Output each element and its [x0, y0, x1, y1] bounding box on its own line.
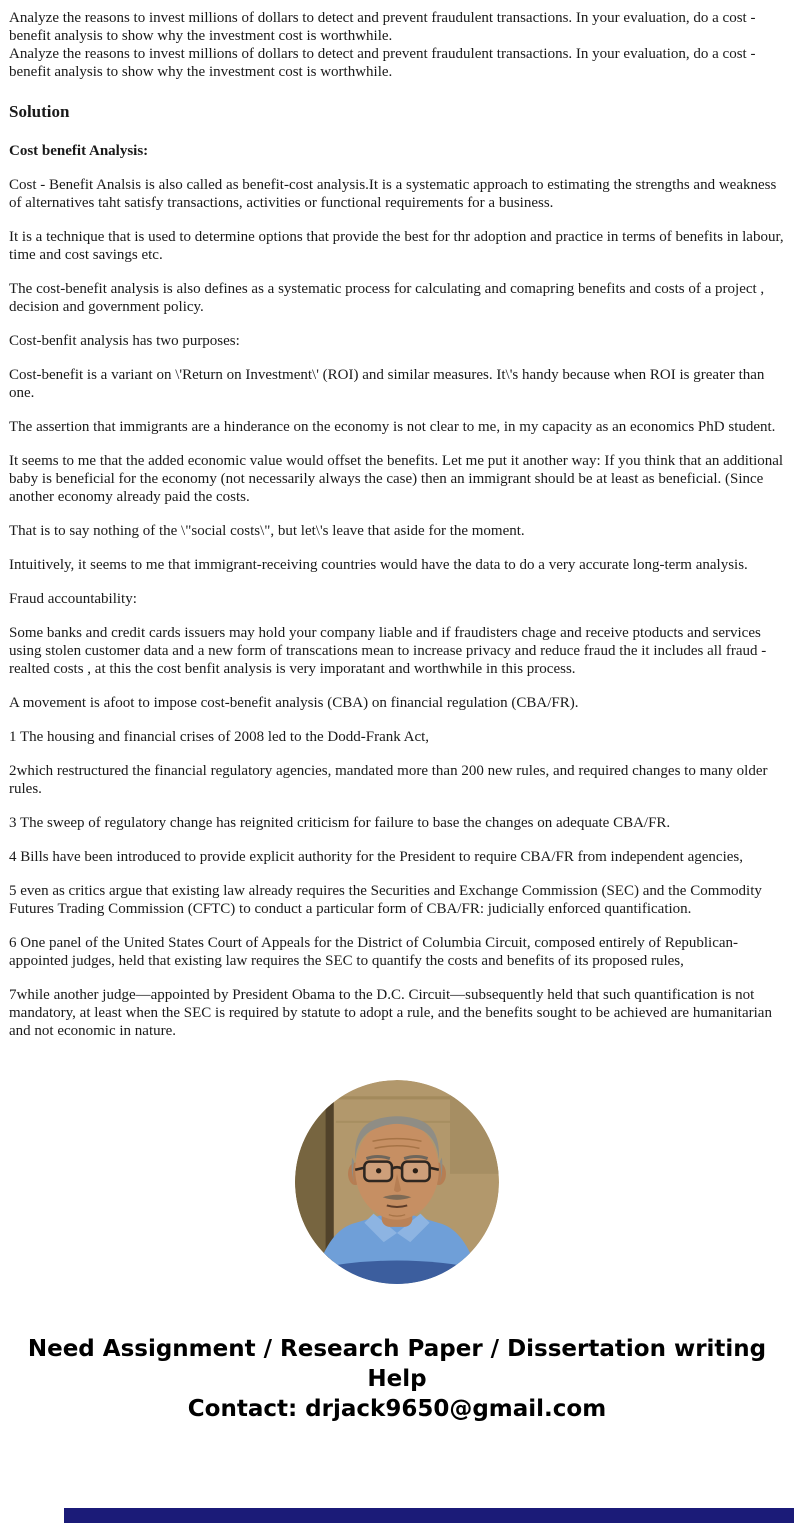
- paragraph: Cost - Benefit Analsis is also called as benefit-cost analysis.It is a systematic approach to estimating the strengths and weakness of alternatives taht satisfy transactions, activities or functional requirements for a business.: [9, 177, 777, 211]
- paragraph: Cost-benfit analysis has two purposes:: [9, 333, 240, 349]
- help-offer-text: Need Assignment / Research Paper / Dissertation writing Help: [27, 1336, 767, 1392]
- paragraph: 3 The sweep of regulatory change has reignited criticism for failure to base the changes on adequate CBA/FR.: [9, 815, 671, 831]
- paragraph: 5 even as critics argue that existing law already requires the Securities and Exchange Commission (SEC) and the Commodity Futures Trading Commission (CFTC) to conduct a particular form of CBA/FR: judicially enforced quantification.: [9, 883, 762, 917]
- paragraph: Intuitively, it seems to me that immigrant-receiving countries would have the data to do a very accurate long-term analysis.: [9, 557, 748, 573]
- paragraph: Fraud accountability:: [9, 591, 137, 607]
- paragraph: That is to say nothing of the \"social costs\", but let\'s leave that aside for the moment.: [9, 523, 525, 539]
- question-block: [9, 9, 785, 81]
- contact-email-text: Contact: drjack9650@gmail.com: [187, 1396, 607, 1422]
- paragraph: 4 Bills have been introduced to provide explicit authority for the President to require CBA/FR from independent agencies,: [9, 849, 743, 865]
- tutor-photo: [295, 1080, 499, 1284]
- paragraph: It seems to me that the added economic value would offset the benefits. Let me put it another way: If you think that an additional baby is beneficial for the economy (not necessarily always the case) then an immigrant should be at least as beneficial. (Since another economy already paid the costs.: [9, 453, 784, 505]
- paragraph: The cost-benefit analysis is also defines as a systematic process for calculating and comapring benefits and costs of a project , decision and government policy.: [9, 281, 765, 315]
- bottom-bar: [64, 1508, 794, 1523]
- paragraph: The assertion that immigrants are a hinderance on the economy is not clear to me, in my capacity as an economics PhD student.: [9, 419, 776, 435]
- question-text-1: Analyze the reasons to invest millions of dollars to detect and prevent fraudulent transactions. In your evaluation, do a cost -benefit analysis to show why the investment cost is worthwhile.: [9, 10, 756, 44]
- question-text-2: Analyze the reasons to invest millions of dollars to detect and prevent fraudulent transactions. In your evaluation, do a cost -benefit analysis to show why the investment cost is worthwhile.: [9, 46, 756, 80]
- contact-block: [9, 1334, 785, 1424]
- paragraph: Cost-benefit is a variant on \'Return on Investment\' (ROI) and similar measures. It\'s handy because when ROI is greater than one.: [9, 367, 765, 401]
- paragraph: 6 One panel of the United States Court of Appeals for the District of Columbia Circuit, composed entirely of Republican-appointed judges, held that existing law requires the SEC to quantify the costs and benefits of its proposed rules,: [9, 935, 739, 969]
- tutor-portrait-illustration: [295, 1080, 499, 1284]
- solution-heading: Solution: [9, 102, 70, 121]
- photo-container: [9, 1080, 785, 1284]
- paragraph: It is a technique that is used to determine options that provide the best for thr adoption and practice in terms of benefits in labour, time and cost savings etc.: [9, 229, 784, 263]
- paragraph: A movement is afoot to impose cost-benefit analysis (CBA) on financial regulation (CBA/FR).: [9, 695, 579, 711]
- paragraph: Some banks and credit cards issuers may hold your company liable and if fraudisters chage and receive ptoducts and services using stolen customer data and a new form of transcations mean to increase privacy and reduce fraud the it includes all fraud -realted costs , at this the cost benfit analysis is very imporatant and worthwhile in this process.: [9, 625, 767, 677]
- analysis-subheading: Cost benefit Analysis:: [9, 143, 149, 159]
- paragraph: 1 The housing and financial crises of 2008 led to the Dodd-Frank Act,: [9, 729, 430, 745]
- paragraph: 2which restructured the financial regulatory agencies, mandated more than 200 new rules, and required changes to many older rules.: [9, 763, 768, 797]
- paragraph: 7while another judge—appointed by President Obama to the D.C. Circuit—subsequently held that such quantification is not mandatory, at least when the SEC is required by statute to adopt a rule, and the benefits sought to be achieved are humanitarian and not economic in nature.: [9, 987, 772, 1039]
